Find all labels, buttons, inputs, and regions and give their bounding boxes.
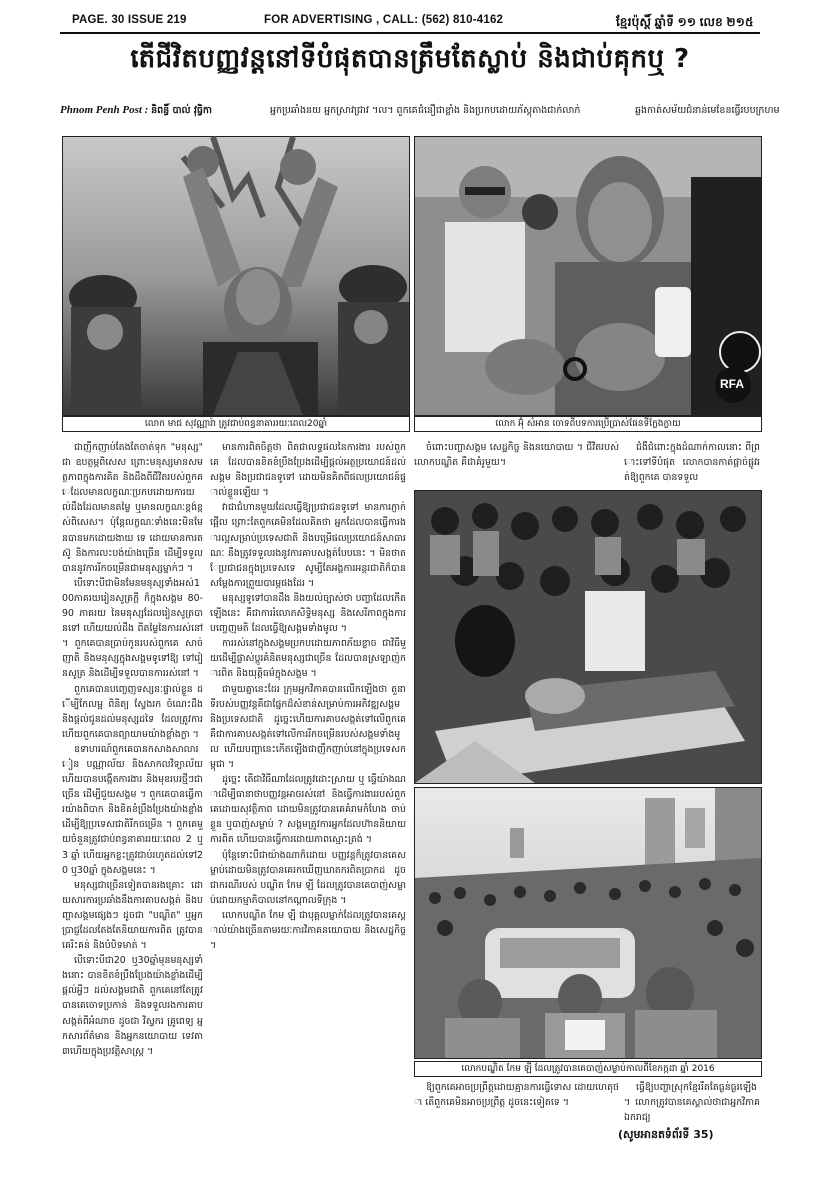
paragraph: ប៉ុន្តែទោះបីជាយ៉ាងណាក៏ដោយ បញ្ញវន្តក៏ត្រូវបានគេសម្លាប់ដោយមិនត្រូវបានគេរកឃើញឃាតករពិតប្រាកដ ដូចជាករណីរបស់ បណ្ឌិត កែម ឡី ដែលត្រូវបានគេបាញ់សម្លាប់ដោយកម្មាភិបាលនៅកណ្តាលទីក្រុង ។ [210, 849, 406, 906]
issue-date: ខ្មែរប៉ុស្តិ៍ ឆ្នាំទី ១១ លេខ ២១៥ [616, 15, 754, 29]
paragraph: ជំងឺជំពោះក្នុងដំណាក់កាលនោះ ពីព្រោះទៅទីបំផុត លោកបានកាត់ផ្តាច់ផ្លូវរត់ឱ្យពួកគេ បានទទួល [624, 442, 760, 484]
article-column-3-bottom [414, 1080, 619, 1142]
paragraph: វាជាជំហានមួយដែលធ្វើឱ្យប្រជាជនទូទៅ មានការភ្ញាក់ផ្អើល ព្រោះតែពួកគេមិនដែលគិតថា អ្នកដែលបានធ្វើការងារល្អសម្រាប់ប្រទេសជាតិ និងបម្រើផលប្រយោជន៍សាធារណៈ នឹងត្រូវទទួលរងនូវការគាបសង្កត់បែបនេះ ។ មិនថាតែប្រជាជនក្នុងប្រទេសទេ សូម្បីតែអង្គការអន្តរជាតិក៏បានសម្តែងការព្រួយបារម្ភផងដែរ ។ [210, 502, 406, 589]
advertising-contact: FOR ADVERTISING , CALL: (562) 810-4162 [264, 14, 504, 26]
paragraph: ដូច្នេះ តើជាវិធីណាដែលត្រូវដោះស្រាយ ឬ ធ្វើយ៉ាងណាដើម្បីធានាថាបញ្ញវន្តអាចរស់នៅ និងធ្វើការងាររបស់ពួកគេដោយសុវត្ថិភាព ដោយមិនត្រូវបានគេគំរាមកំហែង ចាប់ខ្លួន ឬបាញ់សម្លាប់ ? សង្គមត្រូវការអ្នកដែលហ៊ាននិយាយការពិត ហើយបានធ្វើការដោយភាពស្មោះត្រង់ ។ [210, 774, 406, 846]
paragraph: ជាញឹកញាប់តែងតែចាត់ទុក "មនុស្ស" ជា ឧបត្ថម្ភពិសេស ព្រោះមនុស្សមានសមត្ថភាពក្នុងការគិត និងដឹងពីជីវិតរបស់ពួកគេដែលមានលក្ខណៈប្រកបដោយការយល់ដឹងដែលមានតម្លៃ ឬមានលក្ខណៈខ្ពង់ខ្ពស់ពិសេស។ ប៉ុន្តែលក្ខណៈទាំងនេះមិនមែនបានមកដោយងាយ ទេ ដោយមានការតស៊ូ និងការលះបង់យ៉ាងច្រើន ដើម្បីទទួលបាននូវការរីកចម្រើនជាមនុស្សម្នាក់ៗ ។ [62, 442, 203, 574]
caption-bottom: លោកបណ្ឌិត កែម ឡី ដែលត្រូវបានគេបាញ់សម្លាប់កាលពីខែកក្កដា ឆ្នាំ 2016 [414, 1061, 762, 1077]
byline-col4-text: ឆ្លងកាត់សម័យជំនាន់មេខែនធ្វើរបបក្រហម [635, 105, 780, 116]
paragraph: ពួកគេបានបញ្ចេញទស្សនៈផ្ទាល់ខ្លួន ដើម្បីកែលម្អ ពិនិត្យ ស្វែងរក ចំណេះដឹង និងផ្តល់ជូនដល់មនុស្សដទៃ ដែលត្រូវការ ហើយពួកគេបានព្យាយាមយ៉ាងខ្លាំងក្លា ។ [62, 683, 203, 740]
paragraph: ឧទាហរណ៍ពួកគេបានកសាងសាលារៀន បណ្ណាល័យ និងសាកលវិទ្យាល័យ ហើយបានបង្កើតការងារ និងមុខរបរថ្មីៗជាច្រើន ដើម្បីជួយសង្គម ។ ពួកគេបានធ្វើការយ៉ាងពិបាក និងខិតខំប្រឹងប្រែងយ៉ាងខ្លាំង ដើម្បីឱ្យប្រទេសជាតិរីកចម្រើន ។ ពួកគេមួយចំនួនត្រូវជាប់ពន្ធនាគាររយៈពេល 2 ឬ 3 ឆ្នាំ ហើយអ្នកខ្លះត្រូវជាប់រហូតដល់ទៅ20 ឬ30ឆ្នាំ ក្នុងសង្គមនេះ ។ [62, 743, 203, 876]
caption-top-left: លោក មាជ សុវណ្ណារ៉ា ត្រូវជាប់ពន្ធនាគាររយៈពេល20ឆ្នាំ [62, 416, 410, 432]
paragraph: មានការពិតចិត្តថា ពិតជាលទ្ធផលនៃការងារ របស់ពួកគេ ដែលបានខិតខំប្រឹងប្រែងដើម្បីផ្តល់អត្ថប្រយោជន៍ដល់សង្គម និងប្រជាជនទូទៅ ដោយមិនគិតពីផលប្រយោជន៍ផ្ទាល់ខ្លួនឡើយ ។ [210, 442, 406, 499]
photo-top-left [62, 136, 410, 416]
byline-author: និពន្ធិ៍ បាល់ វុធ្វិកា [151, 105, 212, 116]
photo-funeral-vigil [414, 490, 762, 784]
article-column-4-bottom [624, 1080, 760, 1124]
byline-row [60, 104, 780, 120]
caption-top-right: លោក អ៊ុំ សំអាន ចោទពីបទការប្រើប្រាស់ផែនទីក្លែងក្លាយ [414, 416, 762, 432]
header-rule [60, 32, 760, 34]
article-column-2 [210, 440, 406, 1100]
headline: តើជីវិតបញ្ញវន្តនៅទីបំផុតបានត្រឹមតែស្លាប់ និងជាប់គុកឬ ? [130, 44, 690, 74]
continued-notice: (សូមអានតទំព័រទី 35) [618, 1128, 714, 1141]
byline-col3-text: ជំនឿជាខ្លាំង និងប្រកបដោយភ័ស្តុតាងជាក់លាក់ [418, 105, 581, 116]
rfa-badge: RFA [720, 377, 744, 391]
article-column-3-top [414, 440, 619, 486]
photo-funeral-procession [414, 787, 762, 1059]
paragraph: បើទោះបីជាមិនមែនមនុស្សទាំងអស់100ភាគរយរៀនសូត្រក្តី ក៏ក្នុងសង្គម 80-90 ភាគរយ នៃមនុស្សដែលរៀនសូត្របានទៅ ហើយយល់ដឹង ពីតម្លៃនៃការរស់នៅ ។ ពួកគេបានប្រាប់កូនរបស់ពួកគេ សាច់ញាតិ និងមនុស្សក្នុងសង្គមទូទៅឱ្យ ទៅរៀនសូត្រ និងដើម្បីទទួលបានការរស់នៅ ។ [62, 577, 203, 680]
paragraph: ចំពោះបញ្ហាសង្គម សេដ្ឋកិច្ច និងនយោបាយ ។ ជីវិតរបស់លោកបណ្ឌិត គឺជាគំរូមួយ។ [414, 442, 619, 469]
paragraph: ជាមួយគ្នានេះដែរ ក្រុមអ្នកវិភាគបានលើកឡើងថា តួនាទីរបស់បញ្ញវន្តគឺជាផ្នែកដ៏សំខាន់សម្រាប់ការអភិវឌ្ឍសង្គម និងប្រទេសជាតិ ដូច្នេះហើយការគាបសង្កត់ទៅលើពួកគេ គឺជាការគាបសង្កត់ទៅលើការរីកចម្រើនរបស់សង្គមទាំងមូល ហើយបញ្ហានេះកើតឡើងជាញឹកញាប់នៅក្នុងប្រទេសកម្ពុជា ។ [210, 683, 406, 770]
paragraph: បើទោះបីជា20 ឬ30ឆ្នាំមុនមនុស្សទាំងនោះ បានខិតខំប្រឹងប្រែងយ៉ាងខ្លាំងដើម្បីផ្តល់អ្វីៗ ដល់សង្គមជាតិ ពួកគេនៅតែត្រូវបានគេចោទប្រកាន់ និងទទួលរងការគាបសង្កត់ពីអំណាច ដូចជា វិស្វករ គ្រូពេទ្យ អ្នកសារព័ត៌មាន និងអ្នកនយោបាយ ទេវតា ៣ហើយក្នុងប្រវត្តិសាស្ត្រ ។ [62, 955, 203, 1057]
byline-source: Phnom Penh Post : [60, 104, 152, 116]
photo-top-right [414, 136, 762, 416]
paragraph: មនុស្សជាច្រើនទៀតបានរងគ្រោះ ដោយសារការប្រឆាំងនឹងការគាបសង្កត់ និងបញ្ហាសង្គមផ្សេងៗ ដូចជា "បណ្ឌិត" ឬអ្នកប្រាជ្ញដែលតែងតែនិយាយការពិត ត្រូវបានគេរិះគន់ និងបំបិទមាត់ ។ [62, 879, 203, 952]
byline-col2-text: អ្នកប្រឆាំងនយ អ្នកស្រាវជ្រាវ ។ល។ ពួកគេ [270, 105, 418, 116]
paragraph: ឱ្យពួកគេអាចប្រព្រឹត្តដោយគ្មានការធ្វើទោស ដោយហេតុថា តើពួកគេមិនអាចប្រព្រឹត្ត ដូចនេះទៀតទេ ។ [414, 1082, 619, 1109]
article-column-4-top [624, 440, 760, 486]
page-issue: PAGE. 30 ISSUE 219 [72, 14, 187, 26]
article-column-1 [62, 440, 203, 1100]
paragraph: មនុស្សទូទៅបានដឹង និងយល់ច្បាស់ថា បញ្ហាដែលកើតឡើងនេះ គឺជាការរំលោភសិទ្ធិមនុស្ស និងសេរីភាពក្នុងការបញ្ចេញមតិ ដែលធ្វើឱ្យសង្គមទាំងមូល ។ [210, 592, 406, 635]
paragraph: លោកបណ្ឌិត កែម ឡី ជាបុគ្គលម្នាក់ដែលត្រូវបានគេស្គាល់យ៉ាងច្រើនតាមរយៈការវិភាគនយោបាយ និងសេដ្ឋកិច្ច ។ [210, 909, 406, 952]
paragraph: ធ្វើឱ្យបញ្ហាស្រុកខ្មែររឹតតែធ្ងន់ធ្ងរឡើង ។ លោកត្រូវបានគេស្គាល់ថាជាអ្នកវិភាគ ឯករាជ្យ [624, 1082, 760, 1124]
paragraph: ការរស់នៅក្នុងសង្គមប្រកបដោយភាពភ័យខ្លាច ជាវិធីមួយដើម្បីផ្លាស់ប្តូរគំនិតមនុស្សជាច្រើន ដែលបានស្រឡាញ់ការពិត និងយុត្តិធម៌ក្នុងសង្គម ។ [210, 638, 406, 680]
